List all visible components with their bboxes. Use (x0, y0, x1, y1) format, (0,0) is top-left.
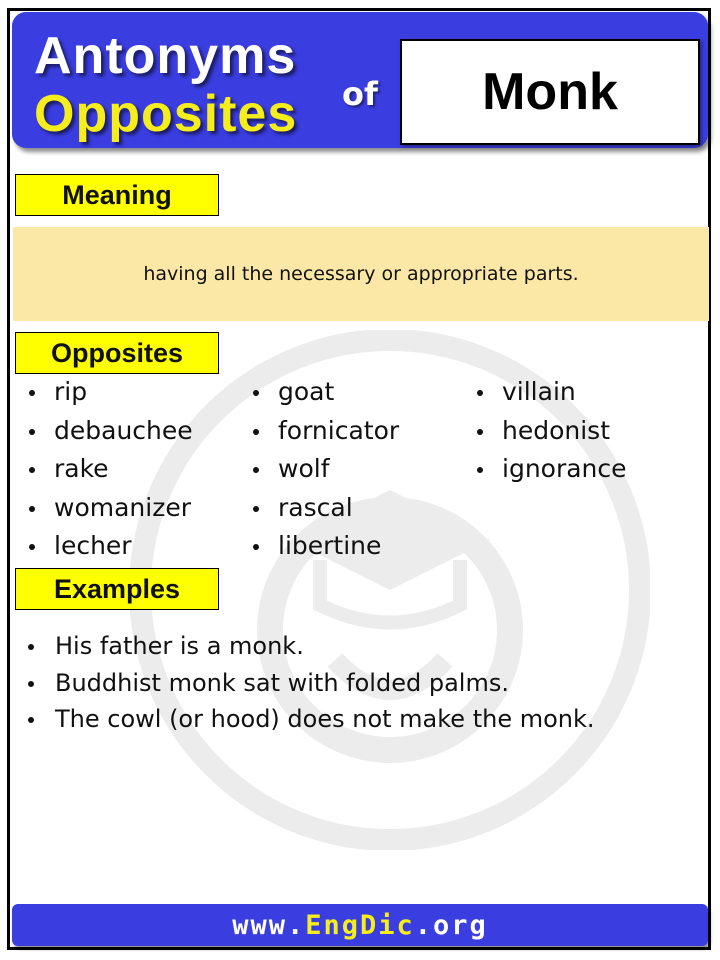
opposite-word: rake (22, 450, 193, 489)
opposite-word: hedonist (470, 412, 627, 451)
headword-box (400, 39, 700, 145)
opposite-word: womanizer (22, 489, 193, 528)
title-opposites: Opposites (34, 85, 298, 143)
opposite-word: villain (470, 373, 627, 412)
opposite-word: wolf (246, 450, 399, 489)
footer-url-suffix: .org (414, 909, 488, 941)
opposites-column-2 (246, 373, 399, 566)
title-banner (12, 12, 708, 148)
opposite-word: rip (22, 373, 193, 412)
meaning-label: Meaning (15, 174, 219, 216)
opposites-column-1 (22, 373, 193, 566)
example-sentence: The cowl (or hood) does not make the monk. (25, 701, 595, 738)
opposites-column-3 (470, 373, 627, 489)
examples-label: Examples (15, 568, 219, 610)
headword: Monk (482, 63, 618, 121)
opposite-word: fornicator (246, 412, 399, 451)
footer-banner (12, 904, 708, 946)
title-antonyms: Antonyms (34, 27, 297, 85)
opposite-word: libertine (246, 527, 399, 566)
footer-url-prefix: www. (232, 909, 306, 941)
meaning-panel (13, 227, 709, 321)
opposites-label: Opposites (15, 332, 219, 374)
opposite-word: lecher (22, 527, 193, 566)
example-sentence: His father is a monk. (25, 628, 595, 665)
opposite-word: goat (246, 373, 399, 412)
example-sentence: Buddhist monk sat with folded palms. (25, 665, 595, 702)
opposite-word: ignorance (470, 450, 627, 489)
title-connector: of (342, 75, 378, 113)
examples-list (25, 628, 595, 738)
opposite-word: debauchee (22, 412, 193, 451)
opposite-word: rascal (246, 489, 399, 528)
footer-brand: EngDic (305, 909, 415, 941)
meaning-text: having all the necessary or appropriate parts. (143, 263, 579, 285)
